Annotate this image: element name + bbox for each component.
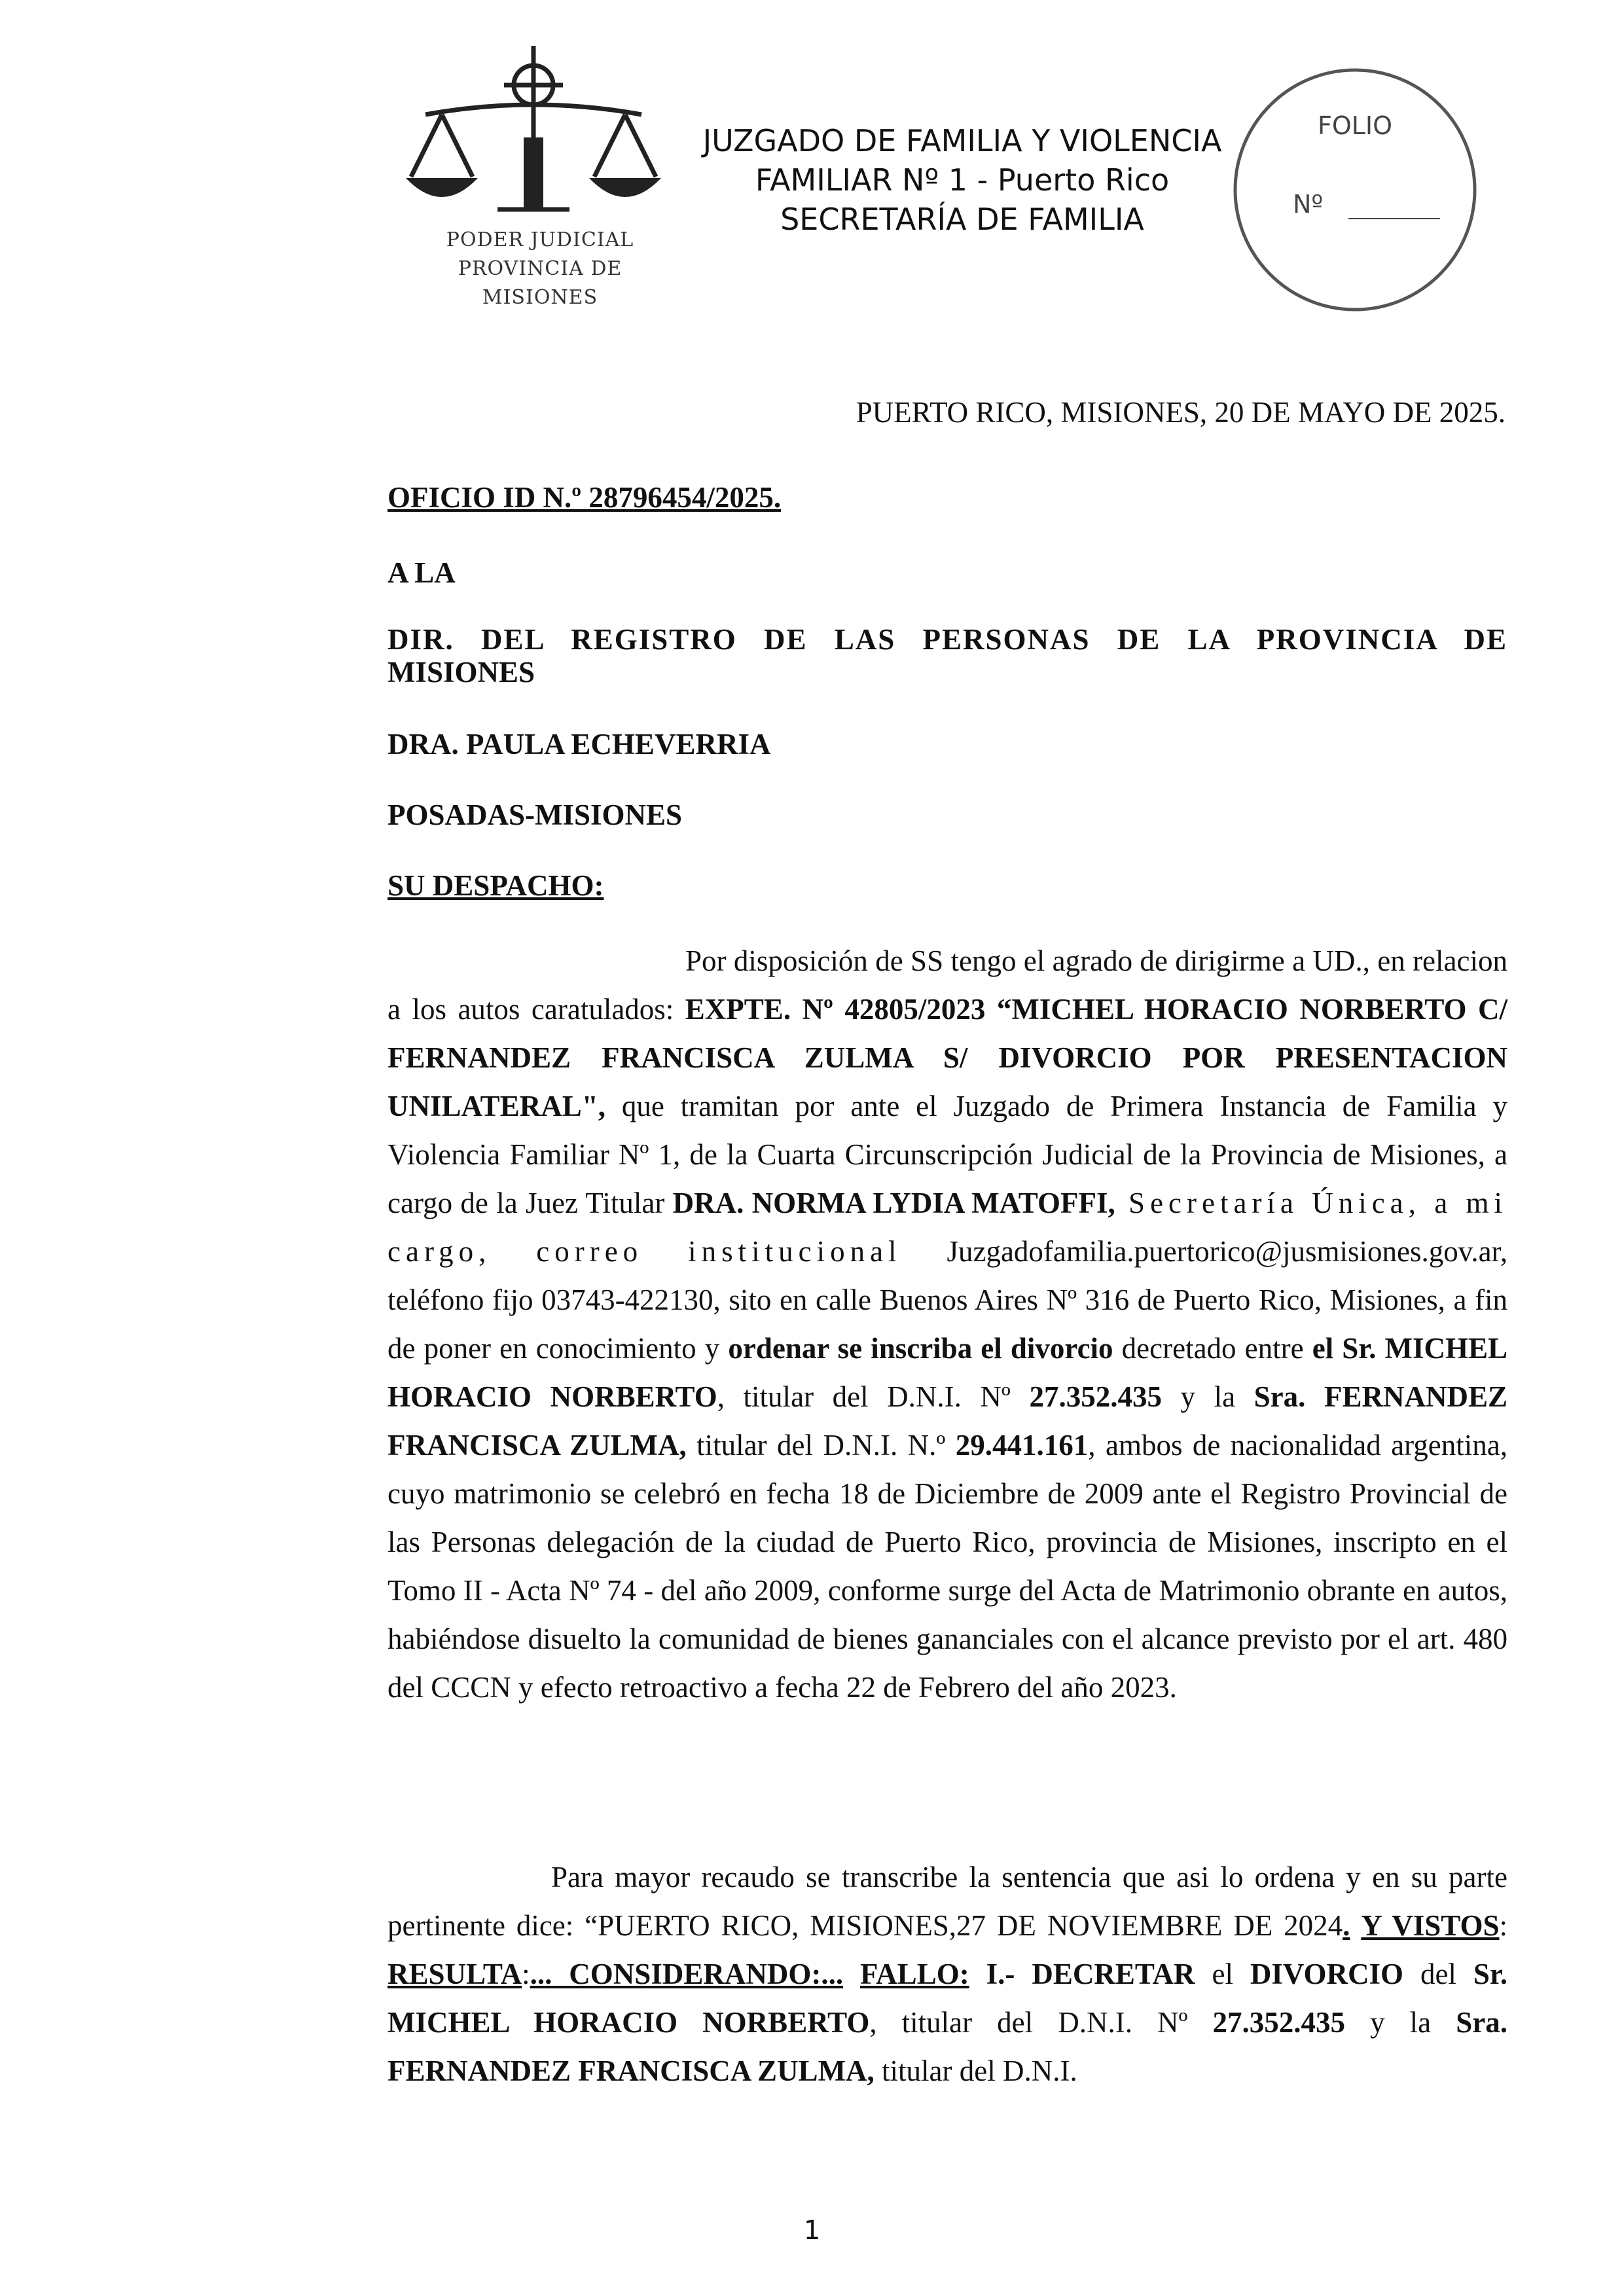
judge-name: DRA. NORMA LYDIA MATOFFI,: [672, 1187, 1115, 1219]
recipient-organization: [388, 623, 1507, 689]
logo-caption-line2: PROVINCIA DE MISIONES: [458, 257, 623, 309]
folio-stamp: [1231, 65, 1479, 314]
oficio-id: OFICIO ID N.º 28796454/2025.: [388, 481, 782, 514]
recipient-name: DRA. PAULA ECHEVERRIA: [388, 728, 771, 761]
text-run: Para mayor recaudo se transcribe la sentencia que asi lo ordena y en su parte pertinente dice: “PUERTO RICO, MISIONES,27 DE NOVIEMBRE DE 2024: [388, 1861, 1507, 1942]
text-run: el: [1195, 1958, 1250, 1990]
party-1-name: el Sr. MICHEL HORACIO NORBERTO: [388, 1332, 1507, 1413]
recipient-organization-line1: DIR. DEL REGISTRO DE LAS PERSONAS DE LA PROVINCIA DE: [388, 623, 1507, 656]
text-run: , teléfono fijo 03743-422130, sito en calle Buenos Aires Nº 316 de Puerto Rico, Misiones, a fin de poner en conocimiento y: [388, 1235, 1507, 1365]
text-run: :: [1499, 1909, 1507, 1942]
party-1-name: Sr. MICHEL HORACIO NORBERTO: [388, 1958, 1507, 2039]
text-run: y la: [1345, 2006, 1456, 2039]
court-name-line1: JUZGADO DE FAMILIA Y VIOLENCIA: [702, 123, 1222, 158]
recipient-prefix: A LA: [388, 556, 456, 589]
folio-label: FOLIO: [1317, 111, 1393, 140]
text-run: :: [522, 1958, 530, 1990]
folio-number-label: Nº: [1293, 190, 1324, 219]
text-run: [843, 1958, 860, 1990]
ruling-item: I.- DECRETAR: [969, 1958, 1195, 1990]
logo-caption: [399, 226, 681, 312]
court-email: Juzgadofamilia.puertorico@jusmisiones.gov.ar: [947, 1235, 1500, 1268]
text-run: .: [1343, 1909, 1350, 1942]
party-2-name: Sra. FERNANDEZ FRANCISCA ZULMA,: [388, 2006, 1507, 2087]
text-run: Por disposición de SS tengo el agrado de dirigirme a UD., en relacion a los autos caratulados:: [388, 944, 1507, 1026]
order-statement: ordenar se inscriba el divorcio: [728, 1332, 1113, 1365]
party-2-dni: 29.441.161: [955, 1429, 1089, 1462]
sentence-heading-fallo: FALLO:: [860, 1958, 969, 1990]
letter-date: PUERTO RICO, MISIONES, 20 DE MAYO DE 2025.: [856, 396, 1506, 429]
text-run: y la: [1161, 1380, 1254, 1413]
text-run: titular del D.N.I.: [874, 2054, 1077, 2087]
logo-caption-line1: PODER JUDICIAL: [446, 228, 634, 251]
court-name-line2: FAMILIAR Nº 1 - Puerto Rico: [755, 162, 1170, 198]
text-run: titular del D.N.I. N.º: [686, 1429, 956, 1462]
case-caption: EXPTE. Nº 42805/2023 “MICHEL HORACIO NORBERTO C/ FERNANDEZ FRANCISCA ZULMA S/ DIVORCIO POR PRESENTACION UNILATERAL",: [388, 993, 1507, 1122]
party-1-dni: 27.352.435: [1029, 1380, 1162, 1413]
salutation: SU DESPACHO:: [388, 869, 604, 902]
text-run: del: [1403, 1958, 1473, 1990]
sentence-heading-vistos: Y VISTOS: [1361, 1909, 1500, 1942]
text-run: decretado entre: [1113, 1332, 1312, 1365]
body-paragraph-1: [388, 937, 1507, 1712]
sentence-heading-resulta: RESULTA: [388, 1958, 522, 1990]
text-run: Secretaría Única, a mi cargo, correo institucional: [388, 1187, 1507, 1268]
text-run: que tramitan por ante el Juzgado de Primera Instancia de Familia y Violencia Familiar Nº 1, de la Cuarta Circunscripción Judicial de la Provincia de Misiones, a cargo de la Juez Titular: [388, 1090, 1507, 1219]
court-secretariat: SECRETARÍA DE FAMILIA: [780, 202, 1144, 237]
text-run: , ambos de nacionalidad argentina, cuyo matrimonio se celebró en fecha 18 de Diciembre de 2009 ante el Registro Provincial de las Personas delegación de la ciudad de Puerto Rico, provincia de Misiones, inscripto en el Tomo II - Acta Nº 74 - del año 2009, conforme surge del Acta de Matrimonio obrante en autos, habiéndose disuelto la comunidad de bienes gananciales con el alcance previsto por el art. 480 del CCCN y efecto retroactivo a fecha 22 de Febrero del año 2023.: [388, 1429, 1507, 1704]
recipient-city: POSADAS-MISIONES: [388, 798, 683, 831]
folio-number-blank: [1348, 218, 1440, 219]
ruling-divorce: DIVORCIO: [1250, 1958, 1404, 1990]
page-number: 1: [803, 2215, 821, 2246]
text-run: , titular del D.N.I. Nº: [869, 2006, 1213, 2039]
party-1-dni: 27.352.435: [1212, 2006, 1346, 2039]
text-run: , titular del D.N.I. Nº: [717, 1380, 1030, 1413]
court-header: [681, 121, 1244, 239]
party-2-name: Sra. FERNANDEZ FRANCISCA ZULMA,: [388, 1380, 1507, 1462]
body-paragraph-2: [388, 1853, 1507, 2095]
sentence-heading-considerando: ... CONSIDERANDO:...: [530, 1958, 844, 1990]
recipient-organization-line2: MISIONES: [388, 656, 535, 689]
